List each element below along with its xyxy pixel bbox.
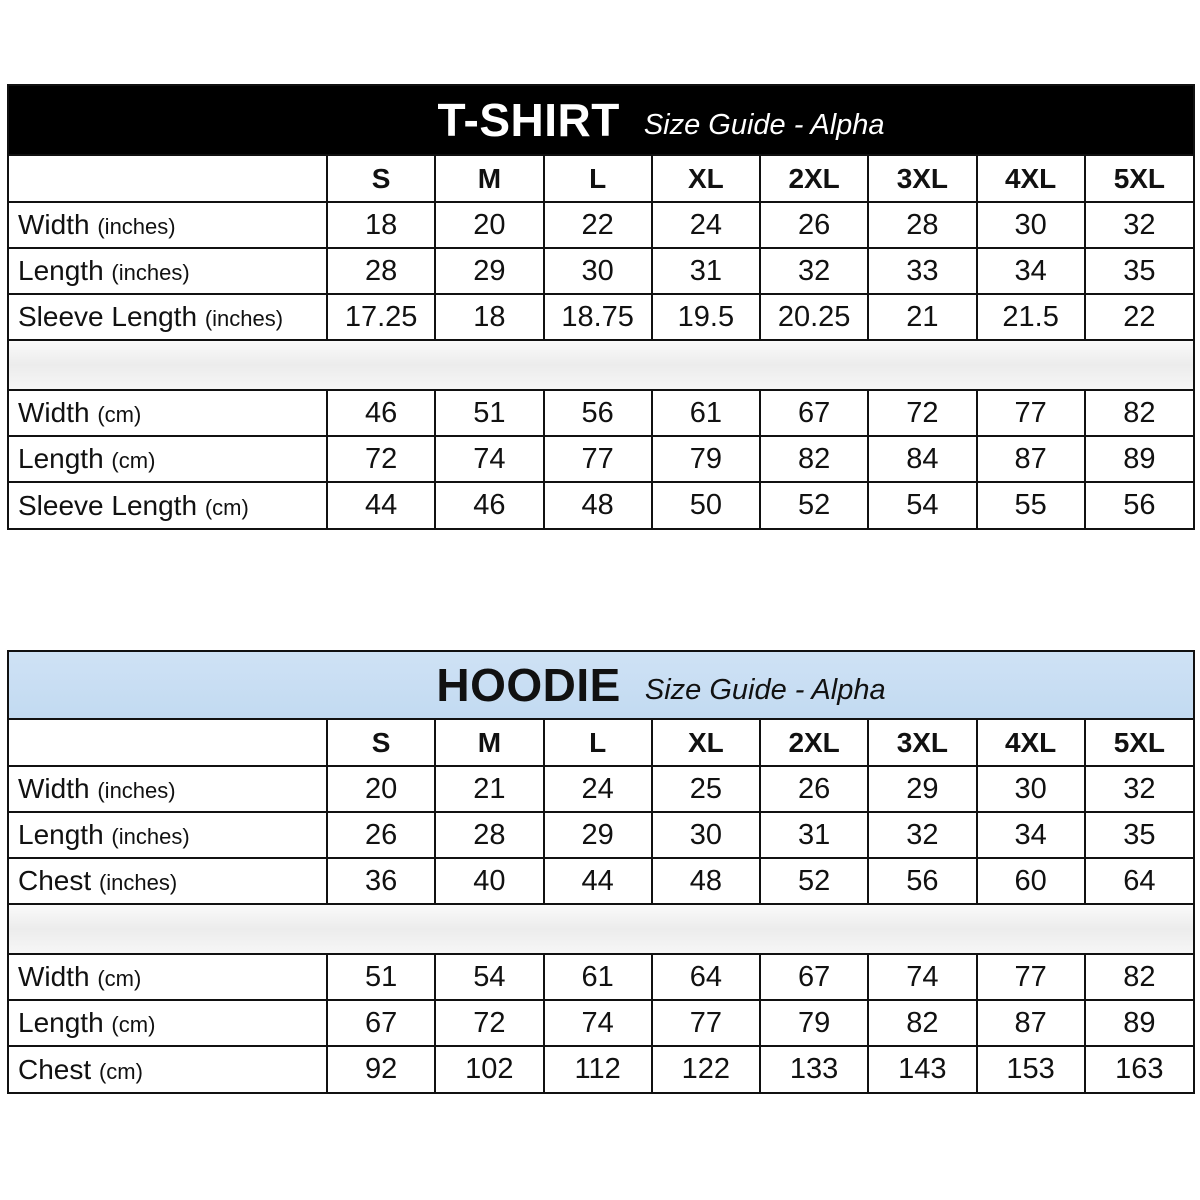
measure-name: Length	[18, 255, 104, 286]
row-label	[9, 812, 327, 858]
value-cell: 31	[652, 248, 760, 294]
value-cell: 21.5	[977, 294, 1085, 340]
size-header: 3XL	[868, 720, 976, 766]
table-row	[9, 954, 1193, 1000]
size-header: 5XL	[1085, 156, 1193, 202]
measure-unit: (inches)	[204, 306, 284, 331]
value-cell: 32	[1085, 766, 1193, 812]
value-cell: 29	[544, 812, 652, 858]
size-header: 4XL	[977, 156, 1085, 202]
value-cell: 30	[544, 248, 652, 294]
value-cell: 77	[977, 954, 1085, 1000]
table-row	[9, 202, 1193, 248]
measure-name: Length	[18, 443, 104, 474]
size-header: S	[327, 156, 435, 202]
measure-unit: (inches)	[111, 824, 190, 849]
value-cell: 143	[868, 1046, 976, 1092]
value-cell: 52	[760, 858, 868, 904]
value-cell: 79	[760, 1000, 868, 1046]
value-cell: 44	[327, 482, 435, 528]
row-label	[9, 202, 327, 248]
size-header: 3XL	[868, 156, 976, 202]
value-cell: 54	[868, 482, 976, 528]
measure-name: Chest	[18, 865, 92, 896]
value-cell: 89	[1085, 1000, 1193, 1046]
value-cell: 64	[1085, 858, 1193, 904]
divider-cell	[9, 904, 1193, 954]
measure-unit: (cm)	[111, 1012, 156, 1037]
value-cell: 25	[652, 766, 760, 812]
value-cell: 44	[544, 858, 652, 904]
value-cell: 163	[1085, 1046, 1193, 1092]
value-cell: 32	[868, 812, 976, 858]
value-cell: 35	[1085, 812, 1193, 858]
value-cell: 48	[544, 482, 652, 528]
tshirt-title-bar	[9, 86, 1193, 156]
measure-unit: (cm)	[97, 402, 142, 427]
measure-unit: (inches)	[97, 214, 176, 239]
value-cell: 56	[1085, 482, 1193, 528]
row-label	[9, 248, 327, 294]
table-row	[9, 390, 1193, 436]
unit-divider-row	[9, 340, 1193, 390]
size-header: 2XL	[760, 156, 868, 202]
value-cell: 74	[435, 436, 543, 482]
value-cell: 74	[868, 954, 976, 1000]
size-header: L	[544, 720, 652, 766]
value-cell: 33	[868, 248, 976, 294]
size-header: XL	[652, 156, 760, 202]
table-row	[9, 482, 1193, 528]
row-label	[9, 1046, 327, 1092]
row-label	[9, 390, 327, 436]
measure-unit: (inches)	[97, 778, 176, 803]
size-header-row	[9, 720, 1193, 766]
measure-name: Sleeve Length	[18, 489, 198, 521]
hoodie-subtitle: Size Guide - Alpha	[644, 673, 886, 706]
value-cell: 89	[1085, 436, 1193, 482]
measure-name: Width	[18, 961, 90, 992]
table-row	[9, 1000, 1193, 1046]
value-cell: 77	[977, 390, 1085, 436]
value-cell: 40	[435, 858, 543, 904]
measure-unit: (cm)	[111, 448, 156, 473]
value-cell: 61	[544, 954, 652, 1000]
value-cell: 67	[760, 390, 868, 436]
table-row	[9, 766, 1193, 812]
value-cell: 22	[544, 202, 652, 248]
value-cell: 26	[760, 766, 868, 812]
value-cell: 26	[327, 812, 435, 858]
value-cell: 153	[977, 1046, 1085, 1092]
size-header: M	[435, 156, 543, 202]
size-header: XL	[652, 720, 760, 766]
hoodie-title-bar	[9, 652, 1193, 720]
value-cell: 77	[652, 1000, 760, 1046]
value-cell: 82	[1085, 390, 1193, 436]
divider-cell	[9, 340, 1193, 390]
value-cell: 20.25	[760, 294, 868, 340]
value-cell: 17.25	[327, 294, 435, 340]
value-cell: 29	[435, 248, 543, 294]
table-row	[9, 248, 1193, 294]
row-label	[9, 858, 327, 904]
value-cell: 22	[1085, 294, 1193, 340]
value-cell: 60	[977, 858, 1085, 904]
value-cell: 72	[435, 1000, 543, 1046]
measure-name: Chest	[18, 1053, 92, 1085]
row-label	[9, 436, 327, 482]
size-header: M	[435, 720, 543, 766]
value-cell: 31	[760, 812, 868, 858]
measure-name: Width	[18, 773, 90, 804]
corner-cell	[9, 720, 327, 766]
corner-cell	[9, 156, 327, 202]
value-cell: 48	[652, 858, 760, 904]
value-cell: 30	[977, 766, 1085, 812]
value-cell: 36	[327, 858, 435, 904]
tshirt-title: T-SHIRT	[437, 94, 620, 146]
value-cell: 50	[652, 482, 760, 528]
value-cell: 67	[760, 954, 868, 1000]
value-cell: 56	[544, 390, 652, 436]
value-cell: 92	[327, 1046, 435, 1092]
table-row	[9, 812, 1193, 858]
value-cell: 56	[868, 858, 976, 904]
value-cell: 82	[1085, 954, 1193, 1000]
value-cell: 46	[327, 390, 435, 436]
measure-name: Sleeve Length	[18, 301, 198, 332]
table-row	[9, 294, 1193, 340]
size-header: S	[327, 720, 435, 766]
row-label	[9, 1000, 327, 1046]
measure-name: Length	[18, 1007, 104, 1038]
hoodie-size-guide	[7, 650, 1195, 1094]
value-cell: 72	[868, 390, 976, 436]
value-cell: 28	[327, 248, 435, 294]
value-cell: 24	[652, 202, 760, 248]
tshirt-subtitle: Size Guide - Alpha	[643, 108, 885, 141]
size-header: 2XL	[760, 720, 868, 766]
measure-name: Length	[18, 819, 104, 850]
value-cell: 122	[652, 1046, 760, 1092]
value-cell: 102	[435, 1046, 543, 1092]
size-header: 5XL	[1085, 720, 1193, 766]
value-cell: 79	[652, 436, 760, 482]
tshirt-size-table	[9, 156, 1193, 528]
value-cell: 30	[977, 202, 1085, 248]
hoodie-size-table	[9, 720, 1193, 1092]
value-cell: 61	[652, 390, 760, 436]
value-cell: 54	[435, 954, 543, 1000]
row-label	[9, 766, 327, 812]
row-label	[9, 294, 327, 340]
value-cell: 34	[977, 248, 1085, 294]
value-cell: 84	[868, 436, 976, 482]
measure-name: Width	[18, 397, 90, 428]
value-cell: 82	[760, 436, 868, 482]
row-label	[9, 954, 327, 1000]
value-cell: 34	[977, 812, 1085, 858]
value-cell: 21	[435, 766, 543, 812]
value-cell: 64	[652, 954, 760, 1000]
measure-name: Width	[18, 209, 90, 240]
value-cell: 74	[544, 1000, 652, 1046]
measure-unit: (inches)	[98, 870, 178, 895]
measure-unit: (inches)	[111, 260, 190, 285]
value-cell: 67	[327, 1000, 435, 1046]
value-cell: 51	[435, 390, 543, 436]
value-cell: 18.75	[544, 294, 652, 340]
value-cell: 20	[435, 202, 543, 248]
size-header: 4XL	[977, 720, 1085, 766]
unit-divider-row	[9, 904, 1193, 954]
value-cell: 46	[435, 482, 543, 528]
value-cell: 77	[544, 436, 652, 482]
value-cell: 30	[652, 812, 760, 858]
value-cell: 28	[435, 812, 543, 858]
measure-unit: (cm)	[204, 494, 249, 520]
value-cell: 35	[1085, 248, 1193, 294]
value-cell: 28	[868, 202, 976, 248]
value-cell: 18	[327, 202, 435, 248]
value-cell: 32	[760, 248, 868, 294]
size-header-row	[9, 156, 1193, 202]
measure-unit: (cm)	[98, 1058, 143, 1084]
tshirt-size-guide	[7, 84, 1195, 530]
size-header: L	[544, 156, 652, 202]
table-row	[9, 1046, 1193, 1092]
value-cell: 26	[760, 202, 868, 248]
value-cell: 29	[868, 766, 976, 812]
value-cell: 20	[327, 766, 435, 812]
value-cell: 32	[1085, 202, 1193, 248]
value-cell: 82	[868, 1000, 976, 1046]
value-cell: 87	[977, 1000, 1085, 1046]
measure-unit: (cm)	[97, 966, 142, 991]
value-cell: 87	[977, 436, 1085, 482]
value-cell: 133	[760, 1046, 868, 1092]
value-cell: 19.5	[652, 294, 760, 340]
value-cell: 21	[868, 294, 976, 340]
value-cell: 24	[544, 766, 652, 812]
value-cell: 72	[327, 436, 435, 482]
value-cell: 55	[977, 482, 1085, 528]
value-cell: 51	[327, 954, 435, 1000]
table-row	[9, 436, 1193, 482]
table-row	[9, 858, 1193, 904]
hoodie-title: HOODIE	[436, 659, 621, 711]
row-label	[9, 482, 327, 528]
value-cell: 52	[760, 482, 868, 528]
value-cell: 112	[544, 1046, 652, 1092]
value-cell: 18	[435, 294, 543, 340]
